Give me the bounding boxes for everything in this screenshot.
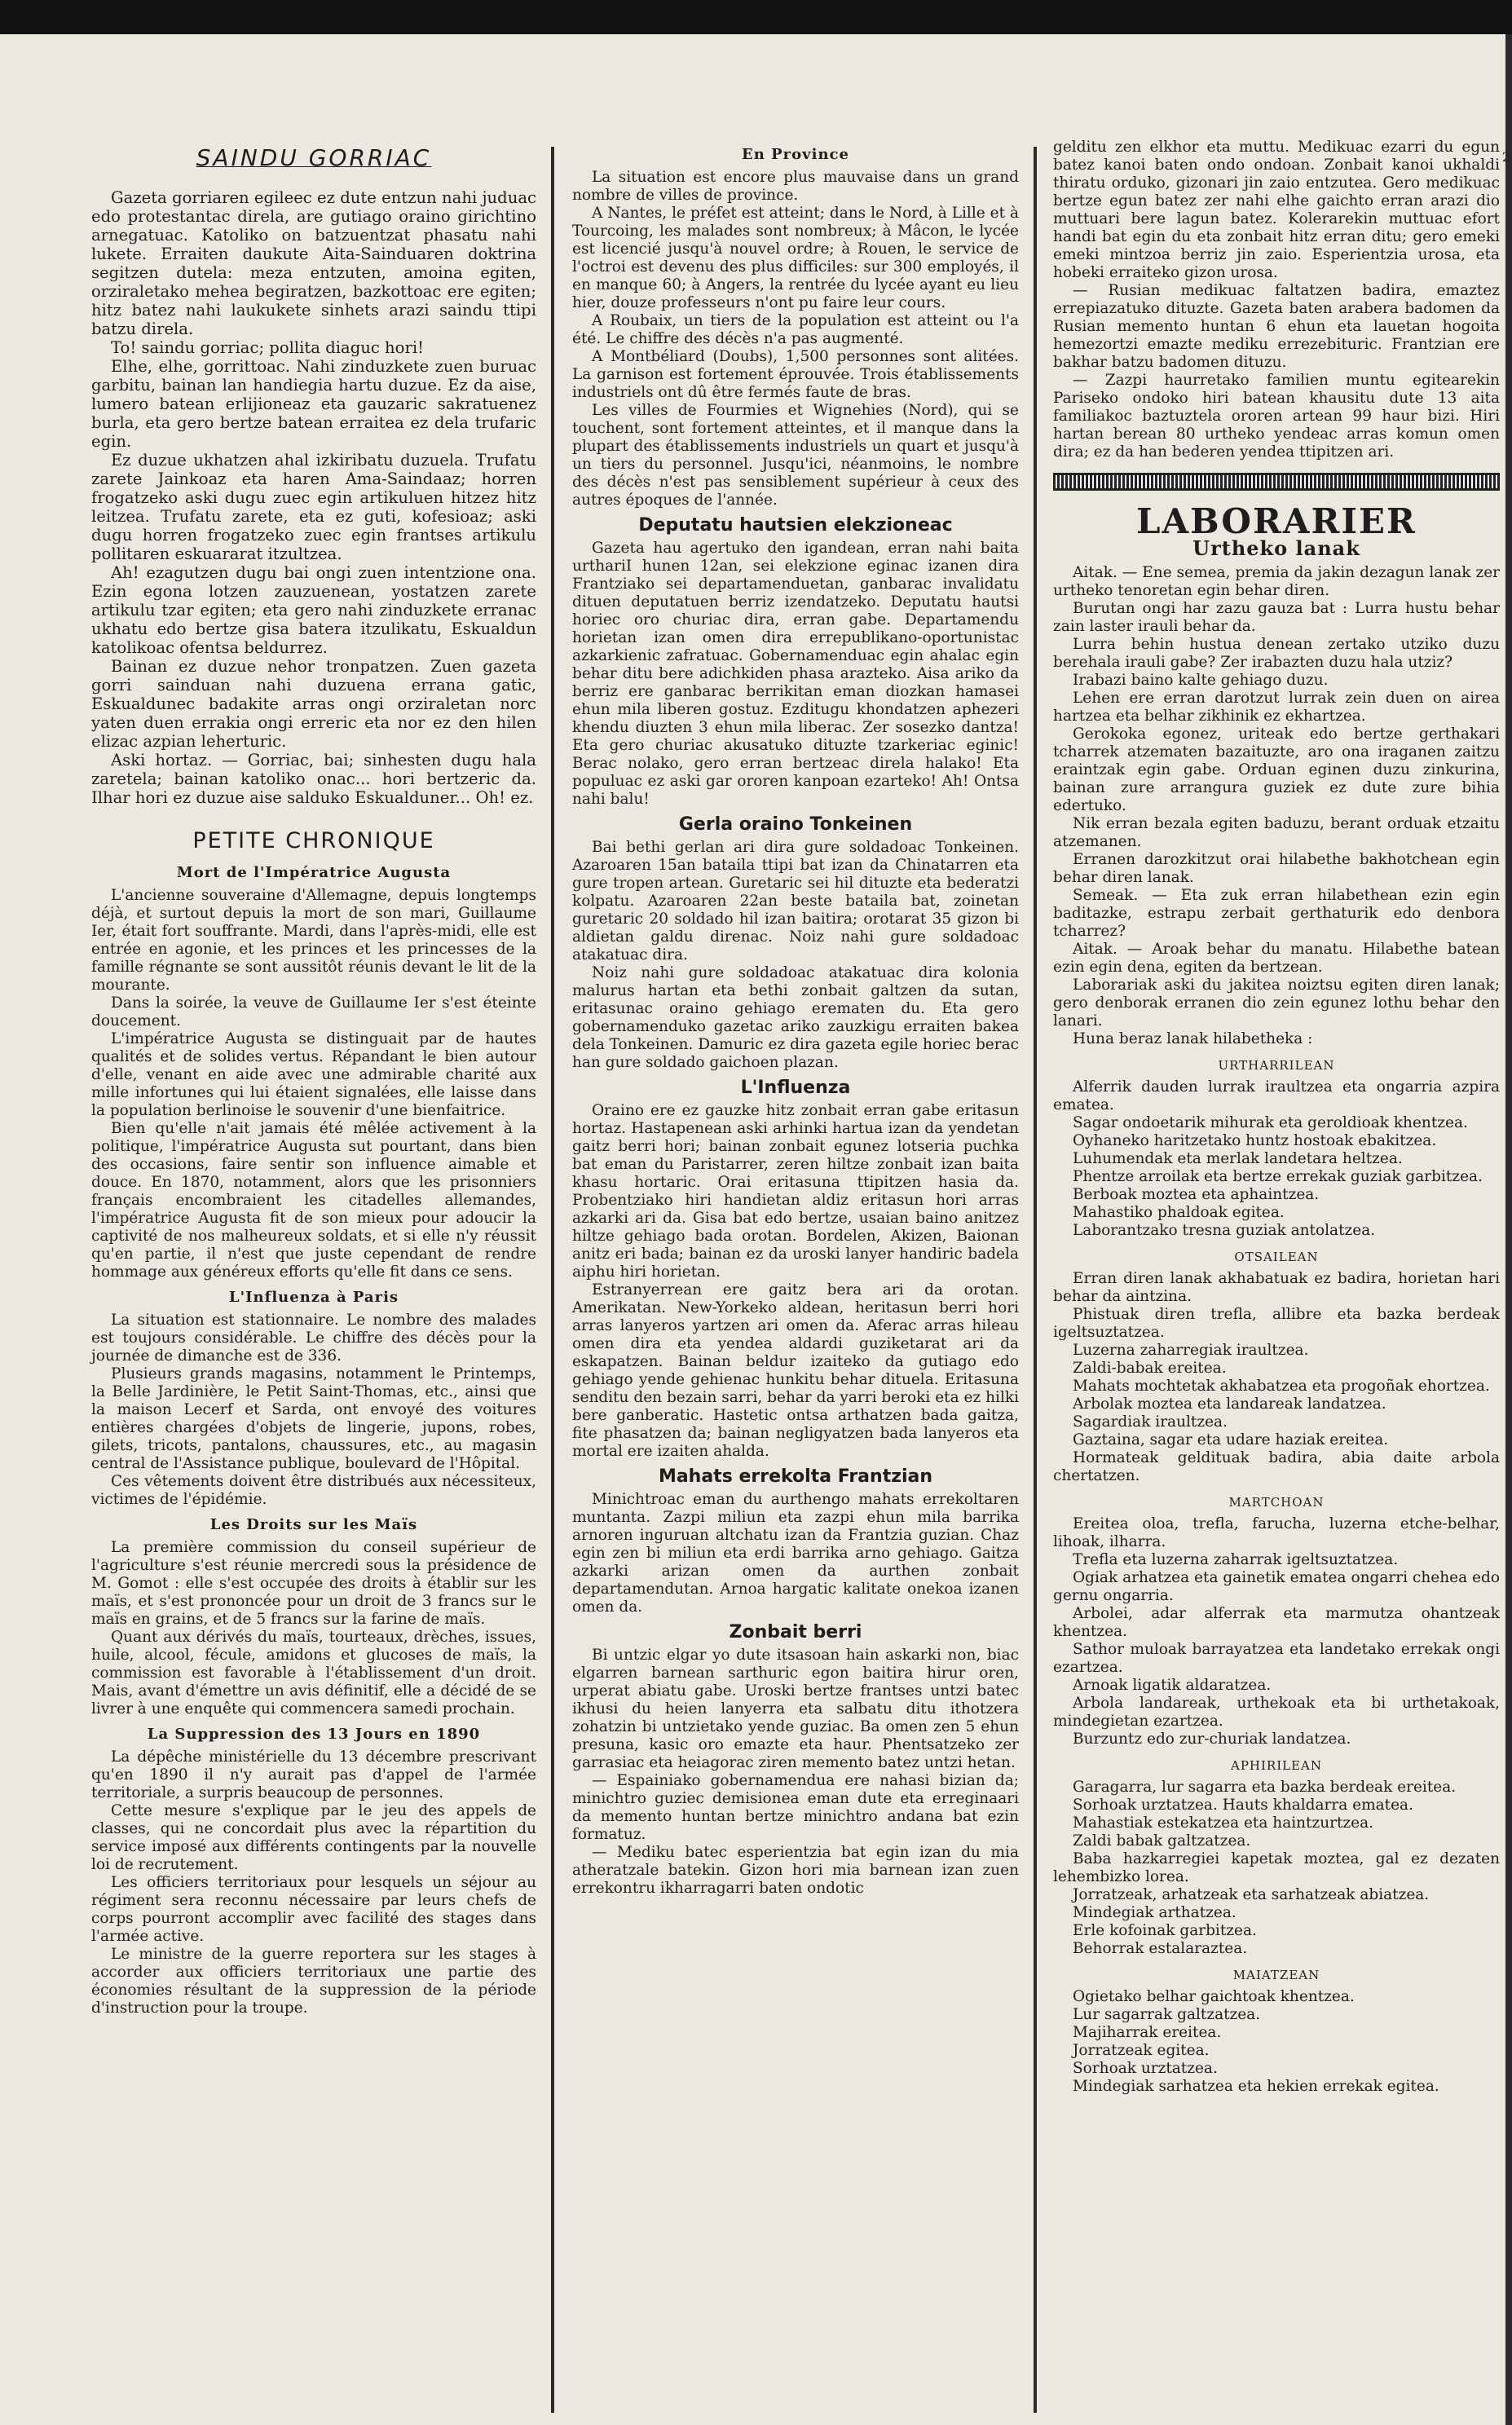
list-item: Gaztaina, sagar eta udare haziak ereitea. [1073,1431,1389,1448]
paragraph: L'ancienne souveraine d'Allemagne, depuis longtemps déjà, et surtout depuis la mort de son mari, Guillaume Ier, était fort souffrante. Mardi, dans l'après-midi, elle est entrée en agonie, et les princes et les princesses de la famille régnante se sont aussitôt réunis devant le lit de la mourante. [91,887,536,994]
article-body [1053,139,1500,461]
subsection-title: La Suppression des 13 Jours en 1890 [147,1726,481,1743]
paragraph: Noiz nahi gure soldadoac atakatuac dira kolonia malurus hartan eta bethi zonbait galtzen da sutan, eritasunac oraino gehiago erematen du. Eta gero gobernamenduko gazetac ariko zauzkigu erraiten bakea dela Tonkeinen. Damuric ez dira gazeta egile horiec berac han gure soldado gaichoen plazan. [572,964,1019,1071]
subsection-title: Mort de l'Impératrice Augusta [176,864,452,881]
article-body [572,1491,1019,1616]
list-item: Mahastiak estekatzea eta haintzurtzea. [1073,1814,1374,1832]
list-item: Baba hazkarregiei kapetak moztea, gal ez dezaten lehembizko lorea. [1053,1850,1500,1885]
paragraph: Lehen ere erran darotzut lurrak zein duen on airea hartzea eta belhar zikhinik ez ekhartzea. [1053,690,1500,725]
paragraph: La situation est encore plus mauvaise dans un grand nombre de villes de province. [572,169,1019,204]
month-heading: OTSAILEAN [1234,1250,1319,1264]
list-item: Berboak moztea eta aphaintzea. [1073,1186,1320,1203]
subsection-title: Les Droits sur les Maïs [209,1516,418,1533]
paragraph: Irabazi baino kalte gehiago duzu. [1073,672,1329,689]
paragraph: Burutan ongi har zazu gauza bat : Lurra hustu behar zain laster irauli behar da. [1053,600,1500,635]
paragraph: Dans la soirée, la veuve de Guillaume Ier s'est éteinte doucement. [91,994,536,1030]
column-middle [572,139,1019,1898]
section-title: Gerla oraino Tonkeinen [678,814,913,835]
section-title: LABORARIER [1136,501,1417,541]
column-rule [551,147,554,2413]
section-title: Deputatu hautsien elekzioneac [638,515,953,536]
section-title: Zonbait berri [729,1622,862,1642]
section-title: L'Influenza [740,1078,851,1098]
list-item: Mahats mochtetak akhabatzea eta progoñak ehortzea. [1073,1378,1490,1395]
article-body [91,1312,536,1509]
paragraph: Erranen darozkitzut orai hilabethe bakhotchean egin behar diren lanak. [1053,851,1500,886]
list-item: Lur sagarrak galtzatzea. [1073,2006,1261,2023]
paragraph: Lurra behin hustua denean zertako utziko duzu berehala irauli gabe? Zer irabazten duzu hala utziz? [1053,636,1500,671]
list-item: Behorrak estalaraztea. [1073,1940,1248,1957]
month-heading: MARTCHOAN [1228,1495,1325,1510]
paragraph: La dépêche ministérielle du 13 décembre prescrivant qu'en 1890 il n'y aurait pas d'appel de l'armée territoriale, a surpris beaucoup de personnes. [91,1748,536,1801]
section-title: Mahats errekolta Frantzian [658,1466,933,1487]
paragraph: — Rusian medikuac faltatzen badira, emaztez errepiazatuko dituzte. Gazeta baten arabera badomen da Rusian memento huntan 6 ehun eta lauetan hogoita hemezortzi emazte mediku errezebituric. Frantzian ere bakhar batzu badomen dituzu. [1053,282,1500,371]
list-item: Erran diren lanak akhabatuak ez badira, horietan hari behar da aintzina. [1053,1270,1500,1305]
list-item: Jorratzeak egitea. [1073,2042,1210,2059]
column-left [91,139,536,2017]
task-list [1053,1515,1500,1748]
paragraph: Ez duzue ukhatzen ahal izkiribatu duzuela. Trufatu zarete Jainkoaz eta haren Ama-Saindaaz; horren frogatzeko aski dugu zuec egin artikuluen hitzez hitz leitzea. Trufatu zarete, eta ez guti, kofesioaz; aski dugu horren frogatzeko zuec egin frantses artikulu pollitaren eskuararat itzultzea. [91,451,536,563]
paragraph: Les villes de Fourmies et Wignehies (Nord), qui se touchent, sont fortement atteintes, et il manque dans la plupart des établissements industriels un quart et jusqu'à un tiers du personnel. Jusqu'ici, néanmoins, le nombre des décès n'est pas sensiblement supérieur à ceux des autres époques de l'année. [572,402,1019,509]
list-item: Mahastiko phaldoak egitea. [1073,1204,1285,1221]
task-list [1053,1078,1500,1240]
paragraph: Elhe, elhe, gorrittoac. Nahi zinduzkete zuen buruac garbitu, bainan lan handiegia hartu duzue. Ez da aise, lumero batean erlijioneaz eta gauzaric sakratuenez burla, eta gero bertze batean erraitea ez dela trufaric egin. [91,357,536,451]
list-item: Trefla eta luzerna zaharrak igeltsuztatzea. [1073,1551,1399,1568]
list-item: Sorhoak urztatzea. Hauts khaldarra ematea. [1073,1797,1413,1814]
list-item: Phistuak diren trefla, allibre eta bazka berdeak igeltsuztatzea. [1053,1306,1500,1341]
task-list [1053,1988,1500,2096]
column-right [1053,139,1500,2096]
paragraph: gelditu zen elkhor eta muttu. Medikuac ezarri du egun batez kanoi baten ondo ondoan. Zonbait kanoi ukhaldi thiratu orduko, gizonari jin zaio entzutea. Gero medikuac bertze egun batez zer nahi elhe gaichto erran arazi dio muttuari bere lagun batez. Kolerarekin muttuac efort handi bat egin du eta zonbait hitz erran ditu; gero emeki emeki mintzoa berriz jin zaio. Esperientzia urosa, eta hobeki erraiteko gizon urosa. [1053,139,1500,281]
article-body [1053,564,1500,1048]
list-item: Sathor muloak barrayatzea eta landetako errekak ongi ezartzea. [1053,1641,1500,1676]
list-item: Erle kofoinak garbitzea. [1073,1922,1257,1939]
list-item: Hormateak geldituak badira, abia daite arbola chertatzen. [1053,1449,1500,1484]
month-heading: MAIATZEAN [1232,1968,1320,1982]
list-item: Sagar ondoetarik mihurak eta geroldioak khentzea. [1073,1114,1468,1131]
paragraph: Bainan ez duzue nehor tronpatzen. Zuen gazeta gorri sainduan nahi duzuena errana gatic, Eskualdunec badakite arras ongi orziraletan norc yaten duen errakia ongi erreric eta nor ez den hilen elizac azpian leherturic. [91,657,536,751]
list-item: Luhumendak eta merlak landetara heltzea. [1073,1150,1403,1167]
list-item: Mindegiak sarhatzea eta hekien errekak egitea. [1073,2078,1439,2095]
list-item: Arbolei, adar alferrak eta marmutza ohantzeak khentzea. [1053,1605,1500,1640]
paragraph: L'impératrice Augusta se distinguait par de hautes qualités et de solides vertus. Répandant le bien autour d'elle, venant en aide avec une admirable charité aux mille infortunes qui lui étaient signalées, elle laisse dans la population berlinoise le souvenir d'une bienfaitrice. [91,1030,536,1119]
list-item: Mindegiak arthatzea. [1073,1904,1236,1921]
list-item: Sorhoak urztatzea. [1073,2060,1218,2077]
subsection-title: L'Influenza à Paris [228,1289,399,1306]
list-item: Majiharrak ereitea. [1073,2024,1222,2041]
list-item: Zaldi babak galtzatzea. [1073,1832,1251,1850]
paragraph: — Espainiako gobernamendua ere nahasi bizian da; minichtro guziec demisionea eman dute eta erreginaari da memento huntan bertze minichtro andana bat ezin formatuz. [572,1772,1019,1843]
list-item: Ogiak arhatzea eta gainetik ematea ongarri chehea edo gernu ongarria. [1053,1569,1500,1604]
paragraph: Aitak. — Aroak behar du manatu. Hilabethe batean ezin egin dena, egiten da bertzean. [1053,941,1500,976]
list-item: Laborantzako tresna guziak antolatzea. [1073,1222,1376,1239]
list-item: Alferrik dauden lurrak iraultzea eta ongarria azpira ematea. [1053,1078,1500,1113]
paragraph: — Zazpi haurretako familien muntu egitearekin Pariseko ondoko hiri batean khausitu dute 13 aita familiakoc baztuztela ororen artean 99 haur bizi. Hiri hartan berean 80 urtheko yendeac arras komun omen dira; ez da han bederen yendea ttipitzen ari. [1053,372,1500,461]
page-number: 2 [1501,149,1510,165]
list-item: Jorratzeak, arhatzeak eta sarhatzeak abiatzea. [1073,1886,1430,1903]
paragraph: A Roubaix, un tiers de la population est atteint ou l'a été. Le chiffre des décès n'a pas augmenté. [572,312,1019,347]
article-body [572,839,1019,1072]
page-top-border [0,0,1512,34]
list-item: Ereitea oloa, trefla, farucha, luzerna etche-belhar, lihoak, ilharra. [1053,1515,1500,1550]
article-body [91,1748,536,2017]
month-heading: APHIRILEAN [1230,1758,1323,1773]
paragraph: — Mediku batec esperientzia bat egin izan du mia atheratzale batekin. Gizon hori mia barnean izan zuen errekontru ikharragarri baten ondotic [572,1844,1019,1897]
paragraph: Minichtroac eman du aurthengo mahats errekoltaren muntanta. Zazpi miliun eta zazpi ehun mila barrika arnoren inguruan altchatu izan da Frantzia guzian. Chaz egin zen bi miliun eta erdi barrika arno gehiago. Gaitza azkarki arizan omen da aurthen zonbait departamendutan. Arnoa hargatic kalitate onekoa izanen omen da. [572,1491,1019,1616]
paragraph: Bai bethi gerlan ari dira gure soldadoac Tonkeinen. Azaroaren 15an bataila ttipi bat izan da Chinatarren eta gure tropen artean. Guretaric sei hil dituzte eta bederatzi kolpatu. Azaroaren 22an beste bataila bat, zoinetan guretaric 20 soldado hil izan baitira; orotarat 35 gizon bi aldietan galdu direnac. Noiz nahi gure soldadoac atakatuac dira. [572,839,1019,963]
paragraph: Semeak. — Eta zuk erran hilabethean ezin egin baditazke, estrapu zerbait gerthaturik edo denbora tcharrez? [1053,887,1500,940]
page-right-edge [1505,34,1512,2425]
article-title: SAINDU GORRIAC [196,144,432,171]
article-body [572,540,1019,809]
subsection-title: Urtheko lanak [1192,536,1360,560]
section-title: PETITE CHRONIQUE [192,828,435,853]
subsection-title: En Province [742,146,849,163]
list-item: Zaldi-babak ereitea. [1073,1360,1227,1377]
paragraph: Huna beraz lanak hilabetheka : [1073,1030,1313,1047]
list-item: Sagardiak iraultzea. [1073,1413,1228,1431]
paragraph: Plusieurs grands magasins, notamment le Printemps, la Belle Jardinière, le Petit Saint-Thomas, etc., ainsi que la maison Lecerf et Sarda, ont envoyé des voitures entières chargées d'objets de lingerie, jupons, robes, gilets, tricots, pantalons, chaussures, etc., au magasin central de l'Assistance publique, boulevard de l'Hôpital. [91,1365,536,1472]
month-heading: URTHARRILEAN [1218,1058,1335,1073]
article-body [91,887,536,1281]
column-rule [1034,147,1037,2413]
list-item: Oyhaneko haritzetako huntz hostoak ebakitzea. [1073,1132,1437,1149]
paragraph: Ces vêtements doivent être distribués aux nécessiteux, victimes de l'épidémie. [91,1473,536,1508]
paragraph: Aski hortaz. — Gorriac, bai; sinhesten dugu hala zaretela; bainan katoliko onac... hori bertzeric da. Ilhar hori ez duzue aise salduko Eskualduner... Oh! ez. [91,751,536,807]
paragraph: Ah! ezagutzen dugu bai ongi zuen intentzione ona. Ezin egona lotzen zauzuenean, yostatzen zarete artikulu tzar egiten; eta gero nahi zinduzkete erranac ukhatu edo bertze gisa batera itzulikatu, Eskualdun katolikoac ofentsa beldurrez. [91,563,536,657]
list-item: Arbola landareak, urthekoak eta bi urthetakoak, mindegietan ezartzea. [1053,1695,1500,1730]
list-item: Arnoak ligatik aldaratzea. [1073,1677,1272,1694]
task-list [1053,1270,1500,1485]
paragraph: Quant aux dérivés du maïs, tourteaux, drèches, issues, huile, alcool, fécule, amidons et glucoses de maïs, la commission est favorable à l'établissement d'un droit. Mais, avant d'émettre un avis définitif, elle a décidé de se livrer à une enquête qui commencera samedi prochain. [91,1629,536,1717]
article-body [572,1102,1019,1461]
list-item: Burzuntz edo zur-churiak landatzea. [1073,1731,1351,1748]
paragraph: Le ministre de la guerre reportera sur les stages à accorder aux officiers territoriaux une partie des économies résultant de la suppression de la période d'instruction pour la troupe. [91,1946,536,2017]
task-list [1053,1779,1500,1958]
list-item: Ogietako belhar gaichtoak khentzea. [1073,1988,1355,2005]
paragraph: Oraino ere ez gauzke hitz zonbait erran gabe eritasun hortaz. Hastapenean aski arhinki hartua izan da yendetan gaitz berri hori; bainan zonbait egunez lotseria puchka bat eman du Paristarrer, zeren hiltze zonbait izan baita khasu hortaric. Orai eritasuna ttipitzen hasia da. Probentziako hiri handietan aldiz eritasun hori arras azkarki ari da. Gisa bat edo bertze, usaian baino anitzez hiltze gehiago bada orotan. Bordelen, Akizen, Baionan anitz eri bada; bainan ez da uroski lanyer handiric badela aiphu hiri horietan. [572,1102,1019,1281]
paragraph: Gazeta hau agertuko den igandean, erran nahi baita urthariI hunen 12an, sei elekzione eginac izanen dira Frantziako sei departamenduetan, ganbarac invalidatu dituen deputatuen berriz izendatzeko. Deputatu hautsi horiec oro churiac dira, erran gabe. Departamendu horietan izan omen dira errepublikano-oportunistac azkarkienic zafratuac. Gobernamenduac egin ahalac egin behar ditu bere adichkiden phasa arazteko. Aisa ariko da berriz ere ganbarac berrikitan eman diozkan hamasei ehun mila liberen gostuz. Ezditugu khondatzen aphezeri khendu diuzten 3 ehun mila liberac. Zer sosezko dantza! Eta gero churiac akusatuko dituzte tzarkeriac eginic! Berac nolako, gero erran bertzeac direla halako! Eta populuac ez aski gar ororen kanpoan ezarteko! Ah! Ontsa nahi balu! [572,540,1019,808]
article-body [572,169,1019,509]
paragraph: Estranyerrean ere gaitz bera ari da orotan. Amerikatan. New-Yorkeko aldean, heritasun berri hori arras lanyeros yartzen ari omen da. Aferac arras hileau omen dira eta yendea aldardi guziketarat ari da eskapatzen. Bainan beldur izaiteko da gutiago edo gehiago yende gehienac hunkitu behar dituela. Eritasuna senditu den bezain sarri, behar da yarri beroki eta ez hilki bere ganberatic. Hastetic ontsa arthatzen bada gaitza, fite phasatzen da; bainan negligyatzen bada lanyeros eta mortal ere izaiten ahalda. [572,1281,1019,1460]
paragraph: Nik erran bezala egiten baduzu, berant orduak etzaitu atzemanen. [1053,815,1500,850]
paragraph: Gazeta gorriaren egileec ez dute entzun nahi juduac edo protestantac direla, are gutiago oraino girichtino arnegatuac. Katoliko on batzuentzat phasatu nahi lukete. Erraiten daukute Aita-Sainduaren doktrina segitzen dutela: meza entzuten, amoina egiten, orziraletako mehea begiratzen, bazkottoac ere egiten; hitz batez nahi laukukete sinhets arazi saindu ttipi batzu direla. [91,188,536,338]
paragraph: Les officiers territoriaux pour lesquels un séjour au régiment sera reconnu nécessaire par leurs chefs de corps pourront accomplir avec facilité des stages dans l'armée active. [91,1874,536,1945]
list-item: Luzerna zaharregiak iraultzea. [1073,1342,1309,1359]
paragraph: A Nantes, le préfet est atteint; dans le Nord, à Lille et à Tourcoing, les malades sont nombreux; à Mâcon, le lycée est licencié jusqu'à nouvel ordre; à Rouen, le service de l'octroi est devenu des plus difficiles: sur 300 employés, il en manque 60; à Angers, la rentrée du lycée ayant eu lieu hier, douze professeurs n'ont pu faire leur cours. [572,205,1019,311]
paragraph: La première commission du conseil supérieur de l'agriculture s'est réunie mercredi sous la présidence de M. Gomot : elle s'est occupée des droits à établir sur les maïs, et s'est prononcée pour un droit de 3 francs sur le maïs en grains, et de 5 francs sur la farine de maïs. [91,1539,536,1628]
paragraph: La situation est stationnaire. Le nombre des malades est toujours considérable. Le chiffre des décès pour la journée de dimanche est de 336. [91,1312,536,1365]
article-body [91,188,536,807]
paragraph: To! saindu gorriac; pollita diaguc hori! [111,338,424,357]
paragraph: Bi untzic elgar yo dute itsasoan hain askarki non, biac elgarren barnean sarthuric egon baitira hirur oren, urperat abiatu gabe. Uroski bertze frantses untzi batec ikhusi du heien lanyerra eta salbatu ditu ithotzera zohatzin bi untzietako yende guziac. Ba omen zen 5 ehun presuna, kasic oro emazte eta haur. Phentsatzeko zer garrasiac eta heiagorac ziren memento batez untzi hetan. [572,1647,1019,1771]
list-item: Phentze arroilak eta bertze errekak guziak garbitzea. [1073,1168,1483,1185]
paragraph: A Montbéliard (Doubs), 1,500 personnes sont alitées. La garnison est fortement éprouvée. Trois établissements industriels ont dû être fermés faute de bras. [572,348,1019,401]
list-item: Arbolak moztea eta landareak landatzea. [1073,1395,1386,1413]
article-body [572,1647,1019,1898]
paragraph: Bien qu'elle n'ait jamais été mêlée activement à la politique, l'impératrice Augusta sut pourtant, dans bien des occasions, faire sentir son influence aimable et douce. En 1870, notamment, alors que les prisonniers français encombraient les citadelles allemandes, l'impératrice Augusta fit de son mieux pour adoucir la captivité de nos malheureux soldats, et si elle n'y réussit qu'en partie, il n'est que juste cependant de rendre hommage aux généreux efforts qu'elle fit dans ce sens. [91,1120,536,1281]
paragraph: Gerokoka egonez, uriteak edo bertze gerthakari tcharrek atzematen bazaituzte, aro ona iraganen zaitzu eraintzak egin gabe. Orduan eginen duzu zinkurina, bainan zure arrangura guziek ez dute zure bihia edertuko. [1053,725,1500,814]
article-body [91,1539,536,1718]
paragraph: Laborariak aski du jakitea noiztsu egiten diren lanak; gero denborak erranen dio zein egunez lothu behar den lanari. [1053,977,1500,1030]
list-item: Garagarra, lur sagarra eta bazka berdeak ereitea. [1073,1779,1457,1796]
ornamental-banner [1053,473,1500,491]
paragraph: Aitak. — Ene semea, premia da jakin dezagun lanak zer urtheko tenoretan egin behar diren. [1053,564,1500,599]
paragraph: Cette mesure s'explique par le jeu des appels de classes, qui ne concordait plus avec la répartition du service imposé aux différents contingents par la nouvelle loi de recrutement. [91,1802,536,1873]
